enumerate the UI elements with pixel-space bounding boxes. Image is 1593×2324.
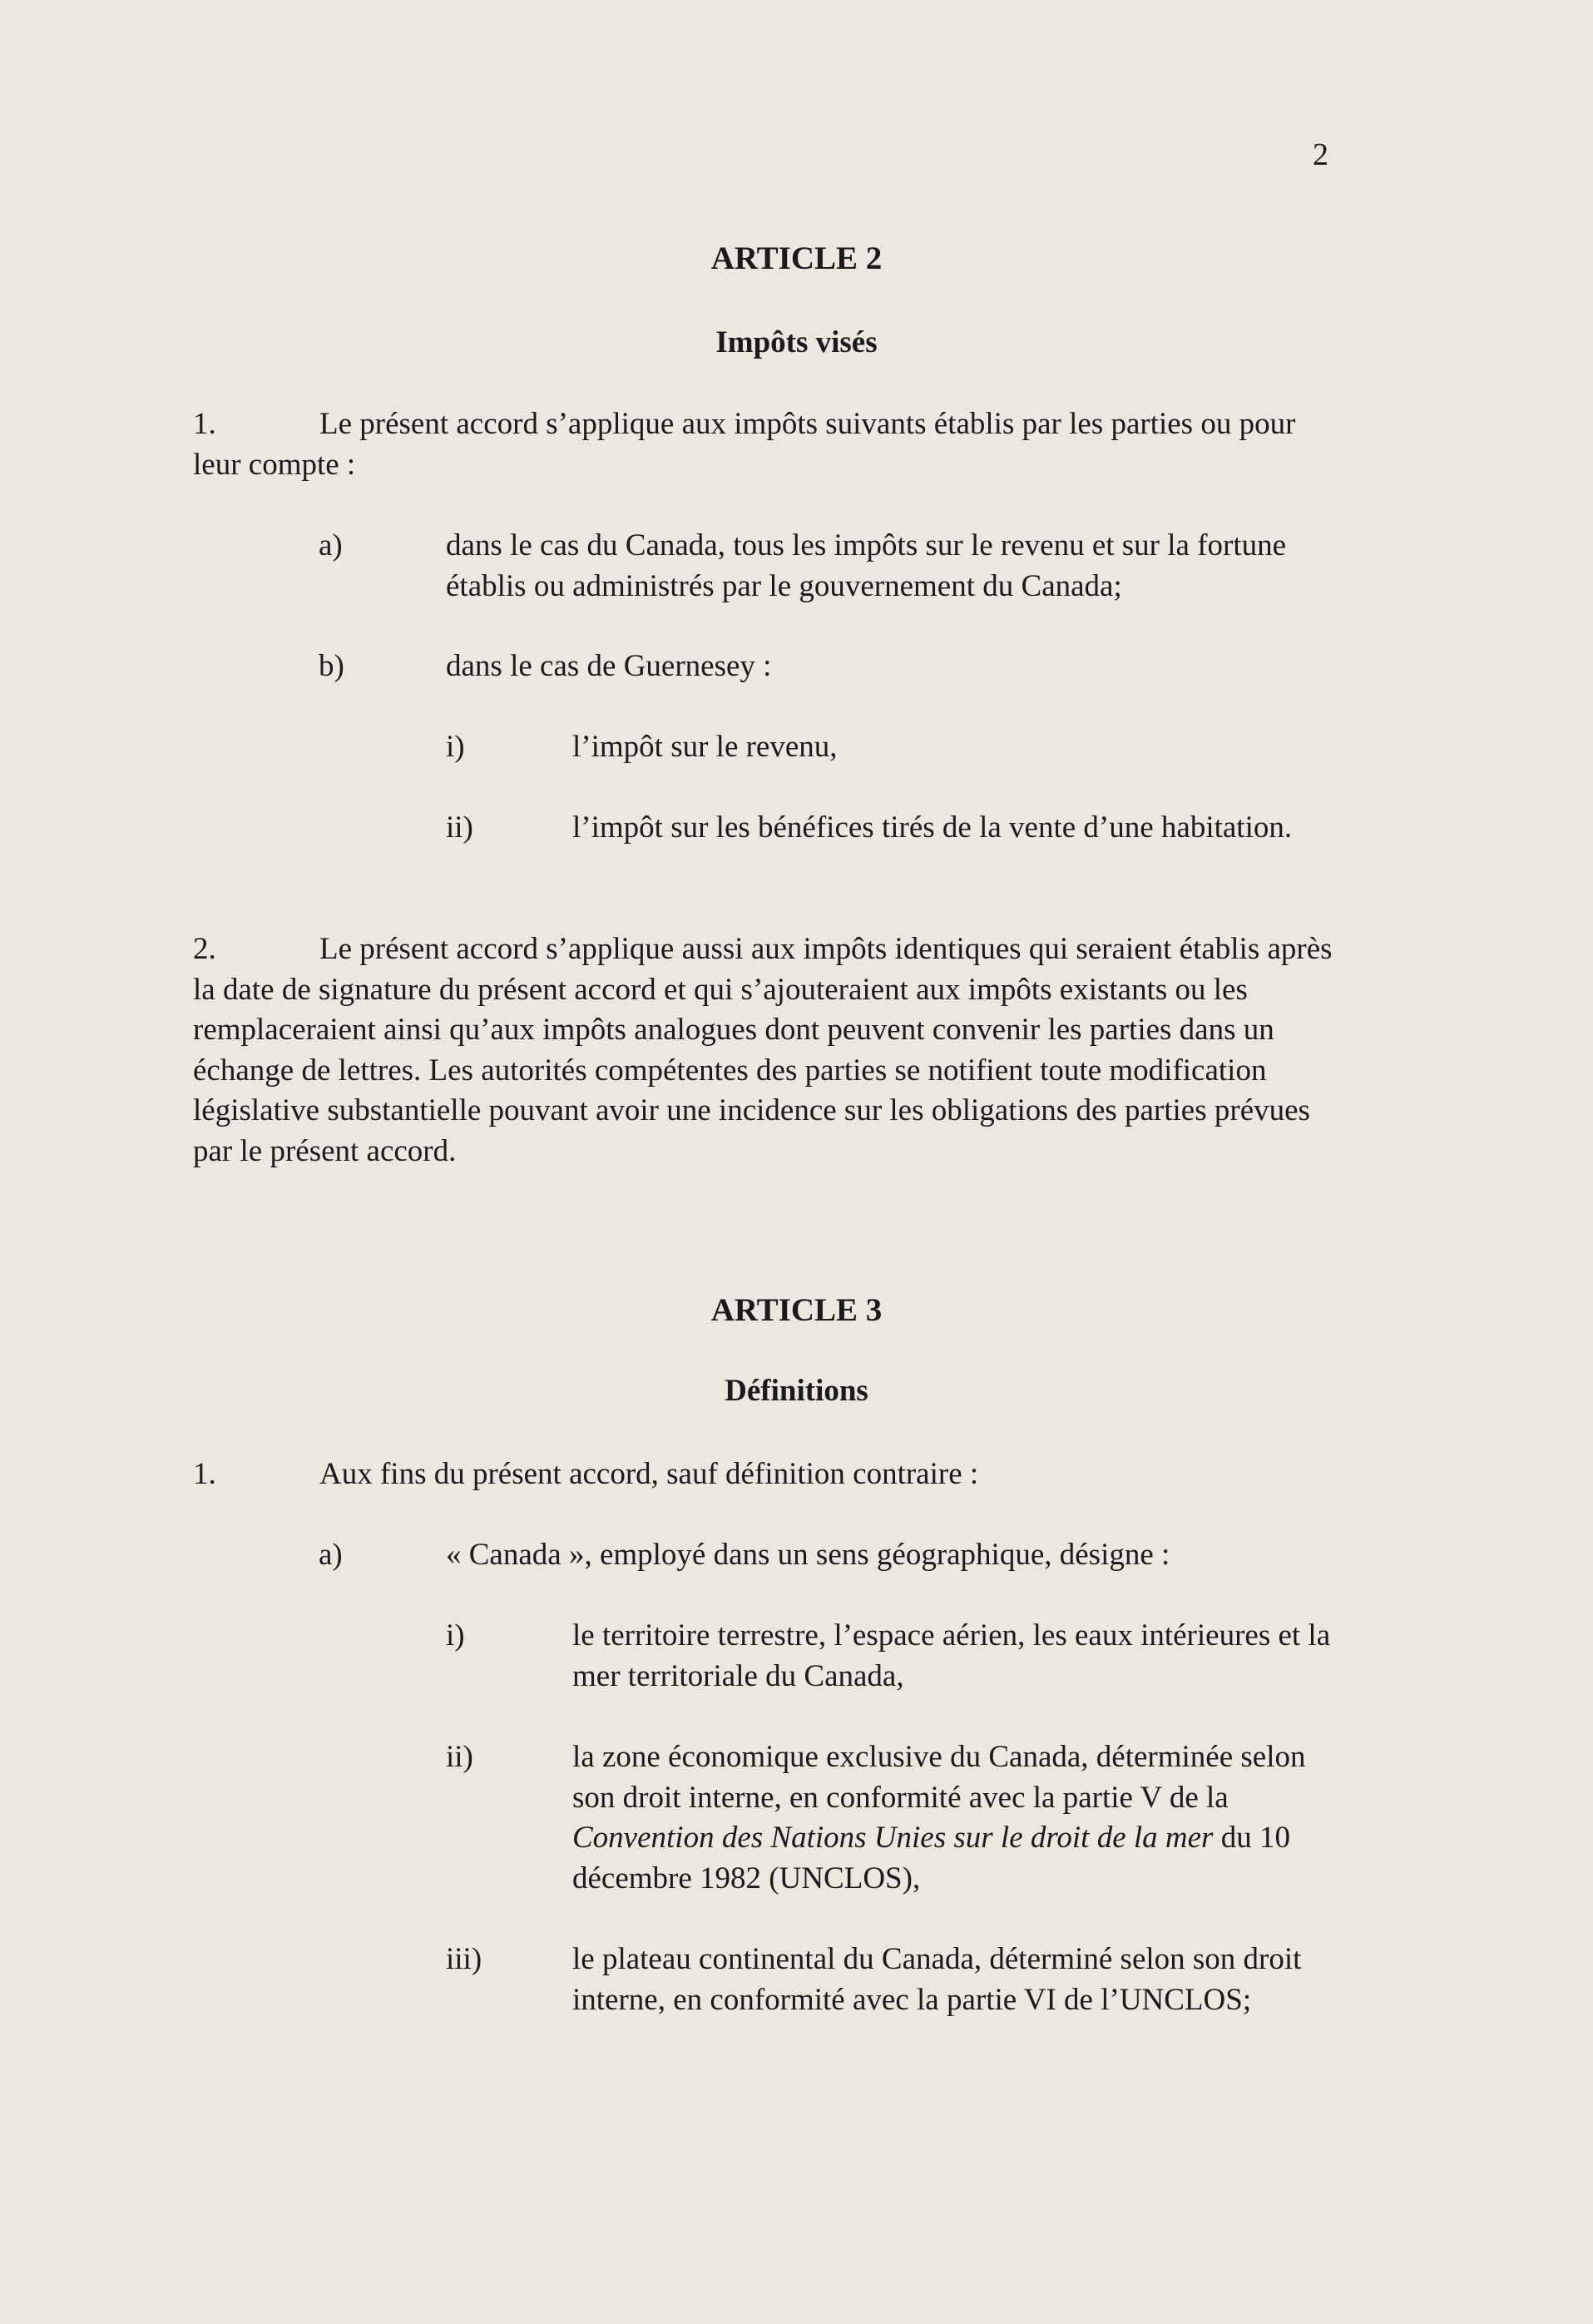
paragraph-number: 1. [193, 1457, 216, 1491]
item-text: le territoire terrestre, l’espace aérien, les eaux intérieures et la mer territoriale du Canada, [572, 1618, 1331, 1693]
item-label: i) [446, 730, 465, 764]
article-2-title: ARTICLE 2 [710, 240, 883, 276]
article-3-subtitle: Définitions [725, 1374, 868, 1408]
item-text-part: du 10 décembre 1982 (UNCLOS), [572, 1821, 1290, 1895]
item-text-part: la zone économique exclusive du Canada, déterminée selon son droit interne, en conformité avec la partie V de la [572, 1740, 1306, 1815]
article-3-title: ARTICLE 3 [710, 1292, 883, 1328]
item-label: iii) [446, 1942, 482, 1976]
item-text [572, 1737, 1342, 1899]
paragraph-text: Le présent accord s’applique aussi aux impôts identiques qui seraient établis après la date de signature du présent accord et qui s’ajouteraient aux impôts existants ou les remplaceraient ainsi qu’aux impôts analogues dont peuvent convenir les parties dans un échange de lettres. Les autorités compétentes des parties se notifient toute modification législative substantielle pouvant avoir une incidence sur les obligations des parties prévues par le présent accord. [193, 932, 1333, 1168]
article-2-paragraph-2 [193, 929, 1341, 1172]
item-label: i) [446, 1618, 465, 1653]
article-2-paragraph-1 [193, 404, 1341, 485]
article-3-paragraph-1 [193, 1454, 1341, 1495]
item-label: a) [319, 1538, 343, 1572]
item-text: dans le cas de Guernesey : [446, 649, 772, 683]
item-label: b) [319, 649, 344, 683]
item-text: l’impôt sur les bénéfices tirés de la vente d’une habitation. [572, 810, 1293, 845]
page-number: 2 [1313, 137, 1328, 172]
item-text: dans le cas du Canada, tous les impôts sur le revenu et sur la fortune établis ou administrés par le gouvernement du Canada; [446, 528, 1287, 603]
paragraph-text: Aux fins du présent accord, sauf définition contraire : [319, 1457, 979, 1491]
item-text: l’impôt sur le revenu, [572, 730, 838, 764]
item-label: ii) [446, 810, 473, 845]
item-label: a) [319, 528, 343, 562]
item-label: ii) [446, 1740, 473, 1774]
item-text: « Canada », employé dans un sens géographique, désigne : [446, 1538, 1170, 1572]
paragraph-number: 1. [193, 407, 216, 441]
item-text: le plateau continental du Canada, déterminé selon son droit interne, en conformité avec la partie VI de l’UNCLOS; [572, 1942, 1302, 2017]
convention-title: Convention des Nations Unies sur le droit de la mer [572, 1821, 1214, 1855]
paragraph-text: Le présent accord s’applique aux impôts suivants établis par les parties ou pour leur compte : [193, 407, 1296, 482]
article-2-subtitle: Impôts visés [715, 325, 878, 359]
paragraph-number: 2. [193, 932, 216, 966]
